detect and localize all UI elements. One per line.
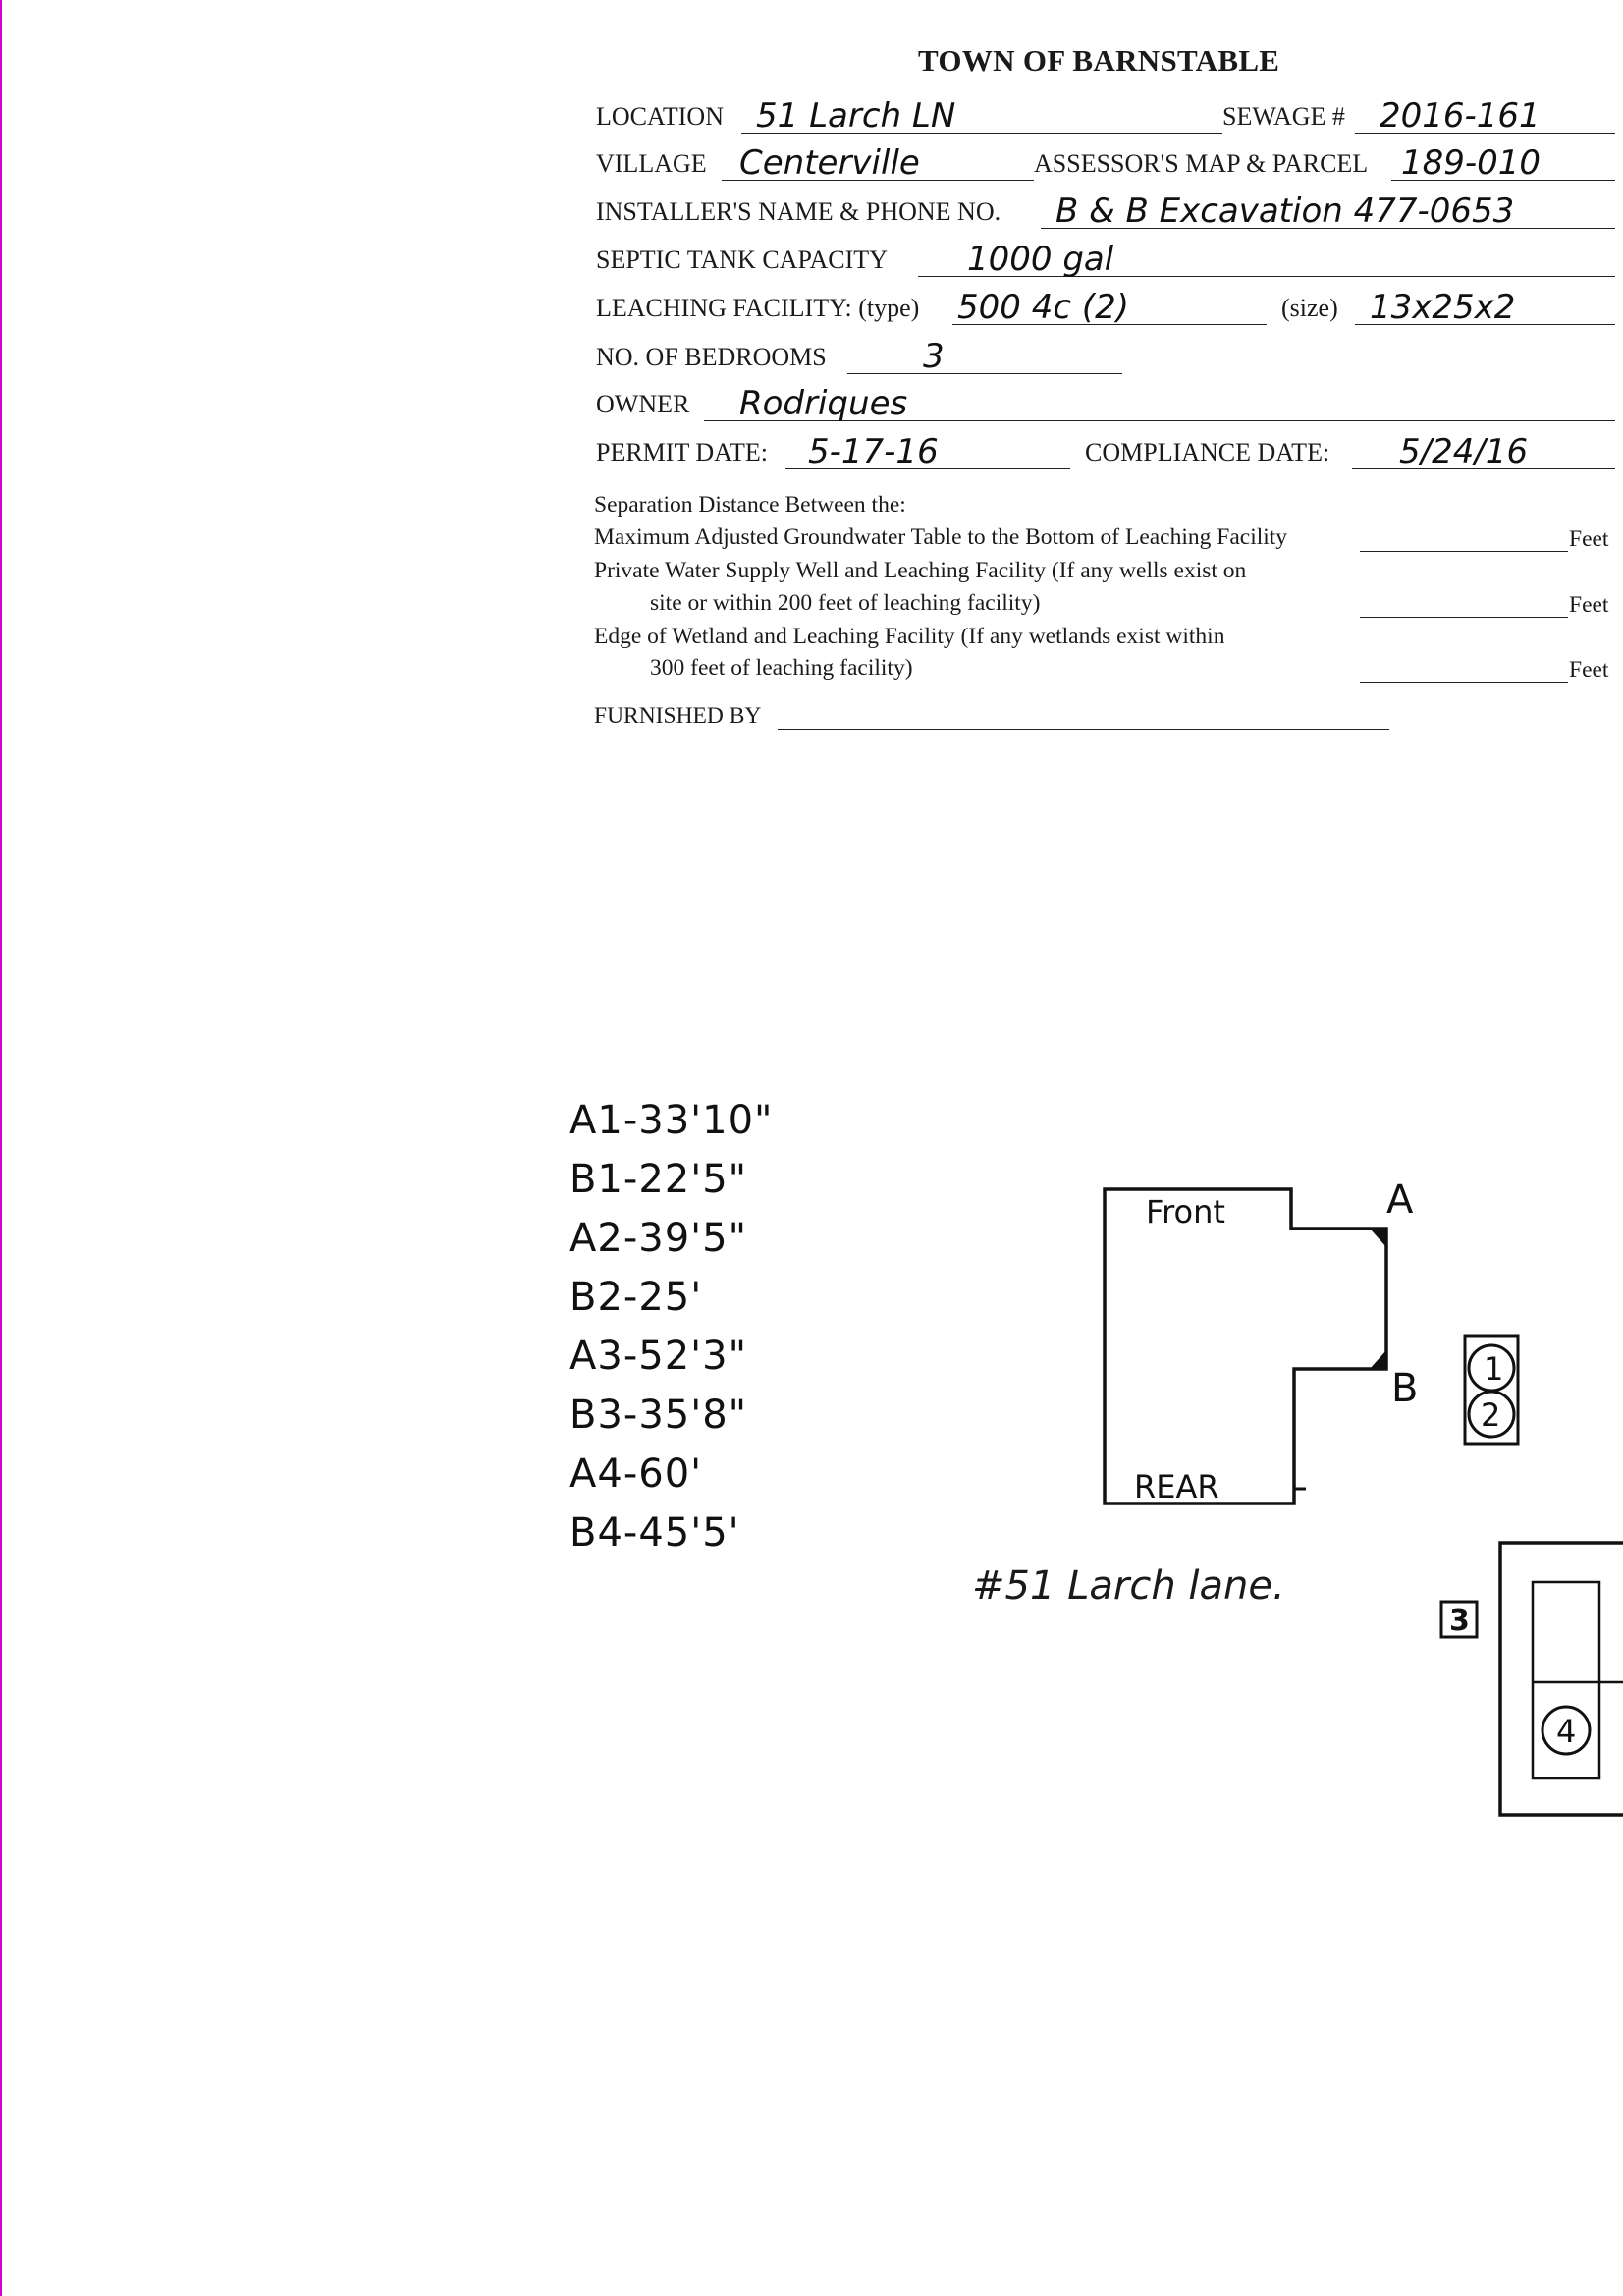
tank-1-label: 1 [1484,1350,1504,1388]
village-value: Centerville [739,143,920,183]
leaching-label: LEACHING FACILITY: (type) [596,294,920,322]
leaching-type-value: 500 4c (2) [957,288,1129,327]
installer-label: INSTALLER'S NAME & PHONE NO. [596,197,1001,226]
separation-line-3a: Edge of Wetland and Leaching Facility (If any wetlands exist within [594,624,1225,649]
sewage-label: SEWAGE # [1222,102,1345,131]
measurement-item: B1-22'5" [569,1157,748,1202]
septic-label: SEPTIC TANK CAPACITY [596,246,888,274]
front-label: Front [1146,1193,1225,1230]
feet-unit-3: Feet [1569,657,1609,683]
point-b-label: B [1391,1366,1419,1411]
separation-heading: Separation Distance Between the: [594,492,906,518]
house-outline [1105,1189,1386,1503]
street-label: #51 Larch lane. [972,1563,1285,1609]
size-value: 13x25x2 [1370,288,1516,327]
owner-label: OWNER [596,390,690,418]
septic-value: 1000 gal [967,240,1114,279]
separation-line-1: Maximum Adjusted Groundwater Table to the Bottom of Leaching Facility [594,524,1288,550]
measurement-item: B4-45'5' [569,1510,740,1556]
installer-value: B & B Excavation 477-0653 [1055,191,1515,231]
box-3-label: 3 [1449,1604,1470,1638]
assessor-value: 189-010 [1401,143,1542,183]
bedrooms-value: 3 [923,337,945,376]
page-title: TOWN OF BARNSTABLE [918,43,1280,78]
size-label: (size) [1281,294,1338,322]
assessor-label: ASSESSOR'S MAP & PARCEL [1034,149,1369,178]
owner-value: Rodriques [739,384,908,423]
permit-value: 5-17-16 [808,432,939,471]
measurement-item: A1-33'10" [569,1098,774,1143]
rear-label: REAR [1134,1468,1219,1505]
feet-unit-1: Feet [1569,526,1609,552]
sewage-value: 2016-161 [1380,96,1541,136]
separation-line-2b: site or within 200 feet of leaching facility) [650,590,1041,616]
measurement-item: A3-52'3" [569,1334,747,1379]
compliance-value: 5/24/16 [1399,432,1529,471]
box-4-label: 4 [1556,1713,1577,1750]
measurement-item: A2-39'5" [569,1216,747,1261]
structure-4-outline [1500,1543,1623,1815]
location-value: 51 Larch LN [756,96,956,136]
feet-unit-2: Feet [1569,592,1609,618]
bedrooms-label: NO. OF BEDROOMS [596,343,827,371]
compliance-label: COMPLIANCE DATE: [1085,438,1330,466]
village-label: VILLAGE [596,149,707,178]
corner-b-marker [1370,1350,1386,1369]
tank-2-label: 2 [1481,1396,1501,1434]
location-label: LOCATION [596,102,724,131]
furnished-label: FURNISHED BY [594,703,762,729]
corner-a-marker [1370,1229,1386,1247]
separation-line-3b: 300 feet of leaching facility) [650,655,913,681]
separation-line-2a: Private Water Supply Well and Leaching Facility (If any wells exist on [594,558,1247,583]
measurement-item: B3-35'8" [569,1393,748,1438]
measurement-item: B2-25' [569,1275,703,1320]
permit-label: PERMIT DATE: [596,438,769,466]
measurement-item: A4-60' [569,1451,703,1497]
point-a-label: A [1386,1177,1414,1223]
